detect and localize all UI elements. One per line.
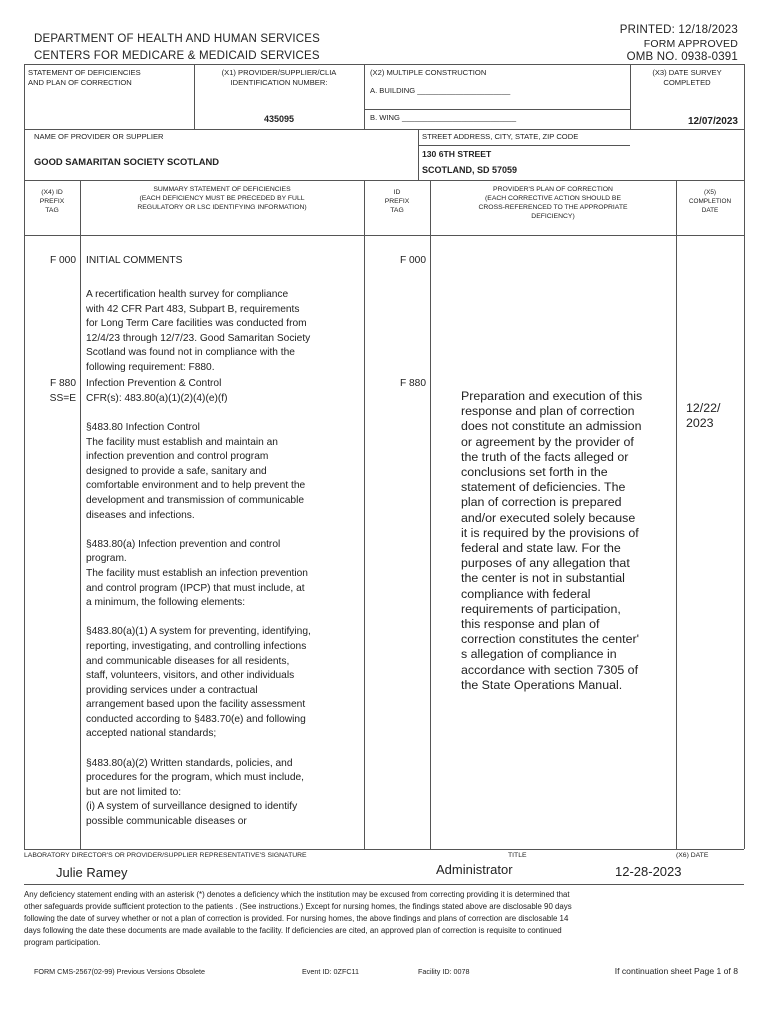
statement-label: STATEMENT OF DEFICIENCIES AND PLAN OF CORRECTION: [28, 68, 141, 87]
f000-tag-right: F 000: [399, 255, 426, 266]
form-number: FORM CMS-2567(02-99) Previous Versions Obsolete: [34, 967, 205, 976]
omb-number: OMB NO. 0938-0391: [626, 51, 738, 63]
paragraph-483-80-a-2: §483.80(a)(2) Written standards, policies, and procedures for the program, which must include, but are not limited to: (i) A system of surveillance designed to identify possible communicable diseases or: [86, 757, 305, 828]
department-line-2: CENTERS FOR MEDICARE & MEDICAID SERVICES: [34, 50, 320, 62]
plan-header: PROVIDER'S PLAN OF CORRECTION (EACH CORRECTIVE ACTION SHOULD BE CROSS-REFERENCED TO THE APPROPRIATE DEFICIENCY): [478, 186, 628, 220]
provider-name-label: NAME OF PROVIDER OR SUPPLIER: [34, 132, 164, 141]
completion-date: 12/22/ 2023: [686, 401, 721, 431]
facility-id: Facility ID: 0078: [418, 967, 470, 976]
f880-tag-right: F 880: [399, 378, 426, 389]
signature-label: LABORATORY DIRECTOR'S OR PROVIDER/SUPPLIER REPRESENTATIVE'S SIGNATURE: [24, 852, 307, 859]
f000-tag: F 000: [49, 255, 76, 266]
signature-date: 12-28-2023: [615, 864, 682, 879]
x1-label: (X1) PROVIDER/SUPPLIER/CLIA IDENTIFICATION NUMBER:: [221, 68, 337, 87]
street-address: 130 6TH STREET: [422, 149, 492, 159]
summary-header: SUMMARY STATEMENT OF DEFICIENCIES (EACH DEFICIENCY MUST BE PRECEDED BY FULL REGULATORY OR LSC IDENTIFYING INFORMATION): [137, 186, 307, 211]
provider-name: GOOD SAMARITAN SOCIETY SCOTLAND: [34, 156, 220, 167]
wing-field: B. WING ___________________________: [370, 113, 517, 122]
survey-date-value: 12/07/2023: [687, 116, 738, 127]
multiple-construction-label: (X2) MULTIPLE CONSTRUCTION: [370, 68, 487, 77]
page-number: If continuation sheet Page 1 of 8: [614, 966, 738, 976]
printed-date: PRINTED: 12/18/2023: [619, 24, 738, 36]
department-line-1: DEPARTMENT OF HEALTH AND HUMAN SERVICES: [34, 33, 320, 45]
f880-tag: F 880: [49, 378, 76, 389]
survey-date-label: (X3) DATE SURVEY COMPLETED: [652, 68, 722, 87]
paragraph-483-80-a-1: §483.80(a)(1) A system for preventing, identifying, reporting, investigating, and controlling infections and communicable diseases for all residents, staff, volunteers, visitors, and other individuals providing services under a contractual arrangement based upon the facility assessment conducted according to §483.70(e) and following accepted national standards;: [86, 626, 311, 740]
completion-header: (X5) COMPLETION DATE: [688, 189, 732, 214]
signer-title: Administrator: [436, 862, 513, 877]
f000-title: INITIAL COMMENTS: [86, 255, 183, 266]
address-label: STREET ADDRESS, CITY, STATE, ZIP CODE: [422, 132, 579, 141]
id-prefix-header: ID PREFIX TAG: [384, 189, 410, 214]
disclaimer: Any deficiency statement ending with an asterisk (*) denotes a deficiency which the institution may be excused from correcting providing it is determined that other safeguards provide sufficient protection to the patients . (See instructions.) Except for nursing homes, the findings stated above are disclosable 90 days following the date of survey whether or not a plan of correction is provided. For nursing homes, the above findings and plans of correction are disclosable 14 days following the date these documents are made available to the facility. If deficiencies are cited, an approved plan of correction is requisite to continued program participation.: [24, 890, 572, 947]
paragraph-483-80-a: §483.80(a) Infection prevention and control program. The facility must establish an infection prevention and control program (IPCP) that must include, at a minimum, the following elements:: [86, 538, 308, 609]
paragraph-483-80: §483.80 Infection Control The facility must establish and maintain an infection prevention and control program designed to provide a safe, sanitary and comfortable environment and to help prevent the development and transmission of communicable diseases and infections.: [86, 422, 306, 521]
building-field: A. BUILDING ______________________: [370, 86, 511, 95]
x4-header: (X4) ID PREFIX TAG: [39, 189, 65, 214]
plan-of-correction-text: Preparation and execution of this response and plan of correction does not constitute an admission or agreement by the provider of the truth of the facts alleged or conclusions set forth in the statement of deficiencies. The plan of correction is prepared and/or executed solely because it is required by the provisions of federal and state law. For the purposes of any allegation that the center is not in substantial compliance with federal requirements of participation, this response and plan of correction constitutes the center' s allegation of compliance in accordance with section 7305 of the State Operations Manual.: [461, 389, 643, 692]
city-state-zip: SCOTLAND, SD 57059: [422, 165, 518, 175]
provider-id-value: 435095: [263, 114, 295, 124]
f880-scope: SS=E: [49, 393, 76, 404]
signature-name: Julie Ramey: [56, 865, 128, 880]
intro-paragraph: A recertification health survey for compliance with 42 CFR Part 483, Subpart B, requirements for Long Term Care facilities was conducted from 12/4/23 through 12/7/23. Good Samaritan Society Scotland was found not in compliance with the following requirement: F880.: [86, 289, 311, 373]
date-label: (X6) DATE: [676, 852, 709, 859]
f880-title: Infection Prevention & Control: [86, 378, 222, 389]
regulation-text: [86, 421, 311, 830]
title-label: TITLE: [508, 852, 527, 859]
f880-cfr: CFR(s): 483.80(a)(1)(2)(4)(e)(f): [86, 393, 228, 404]
event-id: Event ID: 0ZFC11: [302, 967, 359, 976]
form-approved: FORM APPROVED: [643, 38, 738, 50]
